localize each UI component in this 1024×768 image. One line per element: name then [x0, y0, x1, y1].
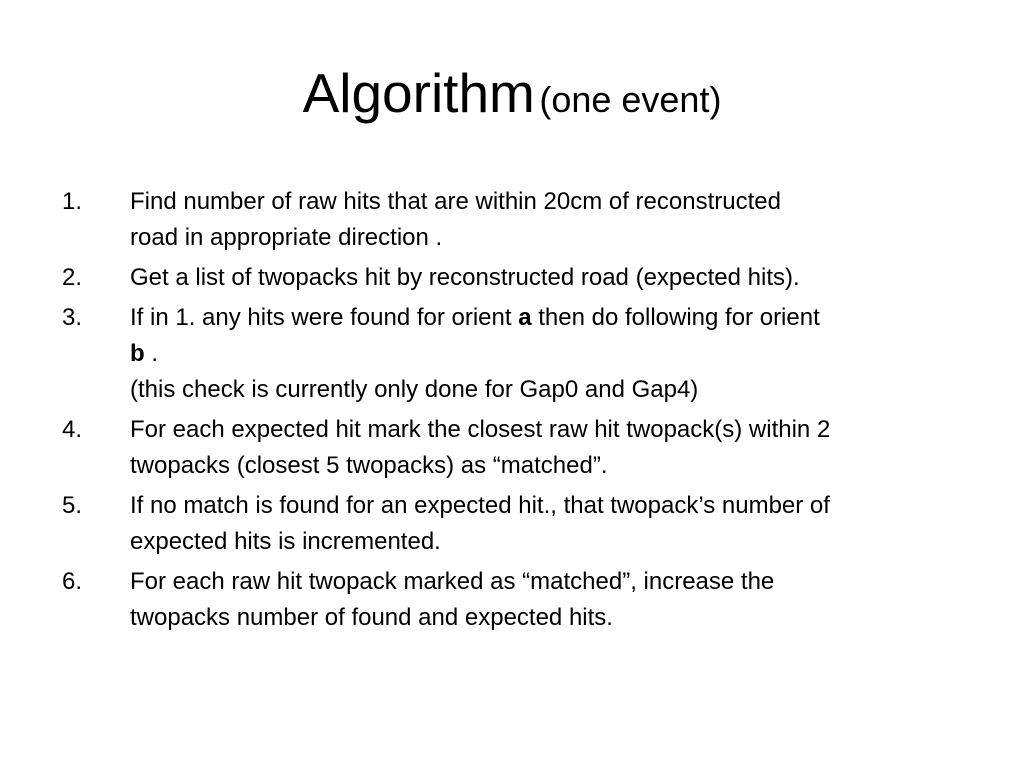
step-text-line: For each expected hit mark the closest raw hit twopack(s) within 2 [130, 416, 831, 443]
step-3 [62, 300, 982, 408]
title-subtitle: (one event) [539, 79, 722, 120]
step-text-line: Find number of raw hits that are within 20cm of reconstructed [130, 188, 781, 215]
step-text-line [130, 336, 982, 372]
step-1 [62, 184, 982, 256]
step-text-line: twopacks number of found and expected hits. [130, 604, 613, 631]
step-number: 6. [62, 568, 83, 595]
step-number: 3. [62, 304, 83, 331]
step-note: (this check is currently only done for Gap0 and Gap4) [130, 376, 699, 403]
step-text-line: Get a list of twopacks hit by reconstructed road (expected hits). [130, 264, 800, 291]
step-number: 4. [62, 416, 83, 443]
step-text-line [130, 300, 982, 336]
orient-a-label: a [518, 304, 532, 331]
algorithm-steps [62, 184, 982, 640]
step-4 [62, 412, 982, 484]
slide-title [0, 62, 1024, 124]
step-number: 5. [62, 492, 83, 519]
step-text-line: road in appropriate direction . [130, 224, 443, 251]
step-text-line: If no match is found for an expected hit., that twopack’s number of [130, 492, 830, 519]
orient-b-label: b [130, 340, 145, 367]
step-2 [62, 260, 982, 296]
step-text: If in 1. any hits were found for orient [130, 304, 519, 331]
step-text-line: expected hits is incremented. [130, 528, 441, 555]
step-number: 1. [62, 188, 83, 215]
step-text-line: For each raw hit twopack marked as “matched”, increase the [130, 568, 775, 595]
step-6 [62, 564, 982, 636]
step-text: then do following for orient [531, 304, 820, 331]
step-number: 2. [62, 264, 83, 291]
step-text-line: twopacks (closest 5 twopacks) as “matched”. [130, 452, 608, 479]
step-text: . [144, 340, 159, 367]
title-main: Algorithm [302, 62, 535, 124]
step-5 [62, 488, 982, 560]
